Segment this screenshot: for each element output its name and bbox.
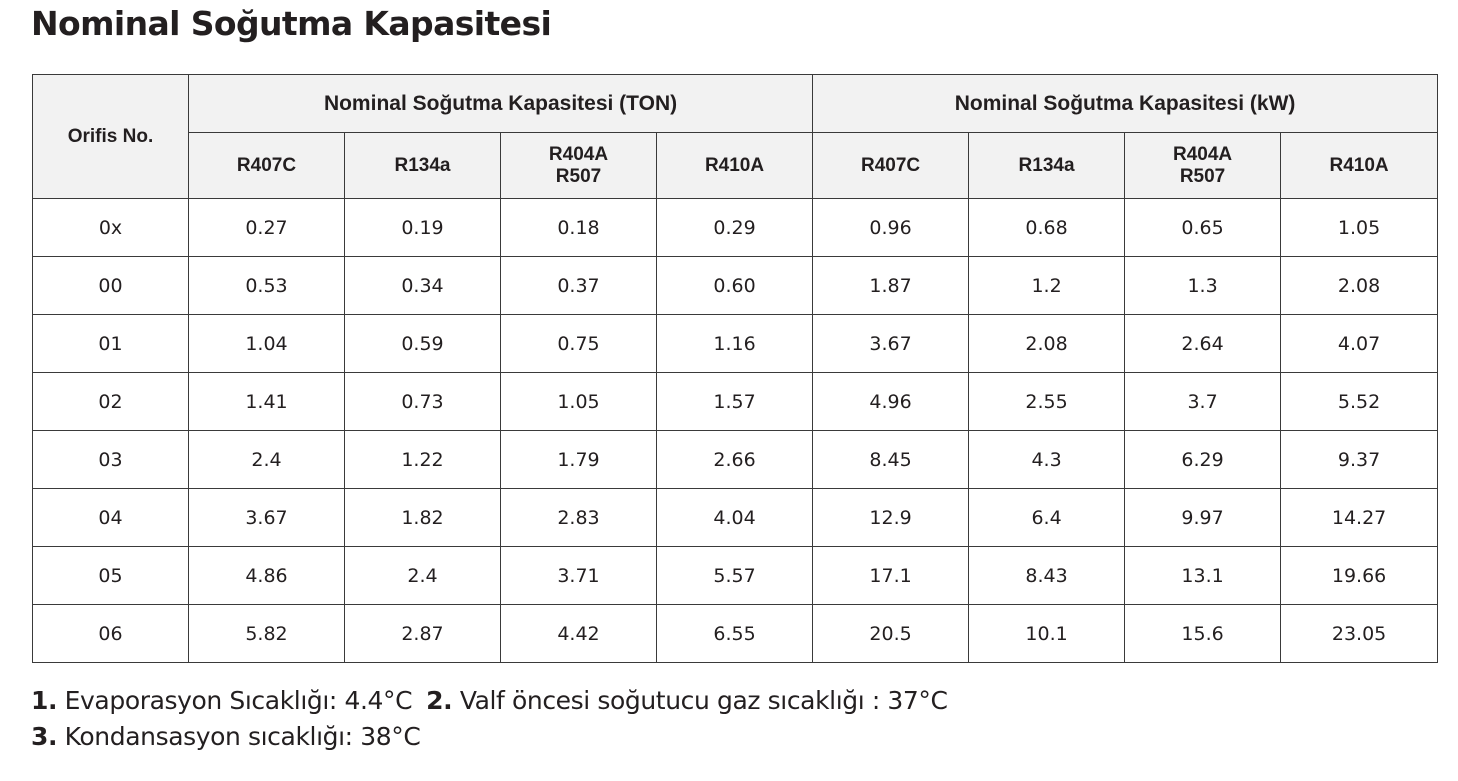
- ton-value-cell: 4.04: [657, 489, 813, 547]
- ton-value-cell: 2.83: [501, 489, 657, 547]
- table-row: [33, 431, 1438, 489]
- kw-value-cell: 2.08: [969, 315, 1125, 373]
- ton-value-cell: 0.53: [189, 257, 345, 315]
- kw-value-cell: 2.08: [1281, 257, 1438, 315]
- kw-value-cell: 4.96: [813, 373, 969, 431]
- footnote-number: 3.: [31, 722, 58, 751]
- kw-value-cell: 9.37: [1281, 431, 1438, 489]
- footnotes: [31, 683, 948, 755]
- orifice-header: Orifis No.: [33, 75, 189, 199]
- kw-value-cell: 9.97: [1125, 489, 1281, 547]
- ton-value-cell: 1.04: [189, 315, 345, 373]
- refrigerant-name: R134a: [394, 154, 451, 176]
- table-row: [33, 605, 1438, 663]
- refrigerant-header-kw: [1281, 133, 1438, 199]
- footnote-number: 1.: [31, 686, 58, 715]
- table-row: [33, 489, 1438, 547]
- orifice-cell: 0x: [33, 199, 189, 257]
- kw-value-cell: 13.1: [1125, 547, 1281, 605]
- refrigerant-name: R407C: [236, 154, 297, 176]
- table-row: [33, 547, 1438, 605]
- footnote-text: Evaporasyon Sıcaklığı: 4.4°C: [64, 686, 413, 715]
- refrigerant-name: R404A: [548, 143, 609, 165]
- kw-value-cell: 0.96: [813, 199, 969, 257]
- orifice-cell: 01: [33, 315, 189, 373]
- kw-value-cell: 1.87: [813, 257, 969, 315]
- ton-value-cell: 0.19: [345, 199, 501, 257]
- footnote-line-2: [31, 719, 948, 755]
- footnote-line-1: [31, 683, 948, 719]
- table-body: [33, 199, 1438, 663]
- ton-value-cell: 4.86: [189, 547, 345, 605]
- ton-value-cell: 5.57: [657, 547, 813, 605]
- kw-value-cell: 6.29: [1125, 431, 1281, 489]
- refrigerant-name: R134a: [1018, 154, 1075, 176]
- ton-value-cell: 5.82: [189, 605, 345, 663]
- ton-value-cell: 1.22: [345, 431, 501, 489]
- orifice-cell: 03: [33, 431, 189, 489]
- kw-value-cell: 17.1: [813, 547, 969, 605]
- refrigerant-header-kw: [813, 133, 969, 199]
- orifice-cell: 04: [33, 489, 189, 547]
- ton-value-cell: 1.82: [345, 489, 501, 547]
- ton-group-header: Nominal Soğutma Kapasitesi (TON): [189, 75, 813, 133]
- kw-value-cell: 0.68: [969, 199, 1125, 257]
- group-header-row: [33, 75, 1438, 133]
- orifice-cell: 05: [33, 547, 189, 605]
- table-row: [33, 373, 1438, 431]
- kw-value-cell: 1.3: [1125, 257, 1281, 315]
- table-row: [33, 315, 1438, 373]
- orifice-cell: 00: [33, 257, 189, 315]
- ton-value-cell: 0.34: [345, 257, 501, 315]
- refrigerant-name: R407C: [860, 154, 921, 176]
- orifice-cell: 06: [33, 605, 189, 663]
- kw-value-cell: 15.6: [1125, 605, 1281, 663]
- kw-value-cell: 8.43: [969, 547, 1125, 605]
- ton-value-cell: 2.87: [345, 605, 501, 663]
- kw-value-cell: 19.66: [1281, 547, 1438, 605]
- ton-value-cell: 1.57: [657, 373, 813, 431]
- refrigerant-header-kw: [969, 133, 1125, 199]
- ton-value-cell: 0.29: [657, 199, 813, 257]
- kw-value-cell: 20.5: [813, 605, 969, 663]
- ton-value-cell: 4.42: [501, 605, 657, 663]
- refrigerant-name-alt: R507: [555, 165, 602, 187]
- ton-value-cell: 1.41: [189, 373, 345, 431]
- refrigerant-header-ton: [657, 133, 813, 199]
- ton-value-cell: 0.75: [501, 315, 657, 373]
- ton-value-cell: 0.18: [501, 199, 657, 257]
- ton-value-cell: 3.71: [501, 547, 657, 605]
- refrigerant-header-ton: [501, 133, 657, 199]
- kw-value-cell: 3.67: [813, 315, 969, 373]
- kw-value-cell: 1.05: [1281, 199, 1438, 257]
- kw-value-cell: 4.3: [969, 431, 1125, 489]
- capacity-table: [32, 74, 1438, 663]
- kw-value-cell: 2.64: [1125, 315, 1281, 373]
- table-row: [33, 257, 1438, 315]
- refrigerant-name-alt: R507: [1179, 165, 1226, 187]
- ton-value-cell: 0.60: [657, 257, 813, 315]
- refrigerant-name: R404A: [1172, 143, 1233, 165]
- ton-value-cell: 0.73: [345, 373, 501, 431]
- ton-value-cell: 1.05: [501, 373, 657, 431]
- footnote-number: 2.: [426, 686, 453, 715]
- refrigerant-header-kw: [1125, 133, 1281, 199]
- kw-value-cell: 5.52: [1281, 373, 1438, 431]
- footnote-text: Valf öncesi soğutucu gaz sıcaklığı : 37°C: [459, 686, 948, 715]
- refrigerant-header-row: [33, 133, 1438, 199]
- kw-value-cell: 12.9: [813, 489, 969, 547]
- ton-value-cell: 0.59: [345, 315, 501, 373]
- kw-value-cell: 3.7: [1125, 373, 1281, 431]
- ton-value-cell: 3.67: [189, 489, 345, 547]
- kw-value-cell: 10.1: [969, 605, 1125, 663]
- refrigerant-header-ton: [345, 133, 501, 199]
- ton-value-cell: 2.4: [189, 431, 345, 489]
- table-row: [33, 199, 1438, 257]
- kw-value-cell: 2.55: [969, 373, 1125, 431]
- ton-value-cell: 0.37: [501, 257, 657, 315]
- kw-value-cell: 8.45: [813, 431, 969, 489]
- footnote-text: Kondansasyon sıcaklığı: 38°C: [64, 722, 421, 751]
- kw-value-cell: 0.65: [1125, 199, 1281, 257]
- refrigerant-header-ton: [189, 133, 345, 199]
- ton-value-cell: 6.55: [657, 605, 813, 663]
- page-title: Nominal Soğutma Kapasitesi: [31, 4, 552, 43]
- ton-value-cell: 1.79: [501, 431, 657, 489]
- ton-value-cell: 1.16: [657, 315, 813, 373]
- ton-value-cell: 2.4: [345, 547, 501, 605]
- orifice-cell: 02: [33, 373, 189, 431]
- refrigerant-name: R410A: [1329, 154, 1389, 176]
- kw-value-cell: 14.27: [1281, 489, 1438, 547]
- kw-value-cell: 6.4: [969, 489, 1125, 547]
- ton-value-cell: 0.27: [189, 199, 345, 257]
- kw-value-cell: 1.2: [969, 257, 1125, 315]
- kw-value-cell: 23.05: [1281, 605, 1438, 663]
- kw-group-header: Nominal Soğutma Kapasitesi (kW): [813, 75, 1438, 133]
- refrigerant-name: R410A: [704, 154, 765, 176]
- ton-value-cell: 2.66: [657, 431, 813, 489]
- kw-value-cell: 4.07: [1281, 315, 1438, 373]
